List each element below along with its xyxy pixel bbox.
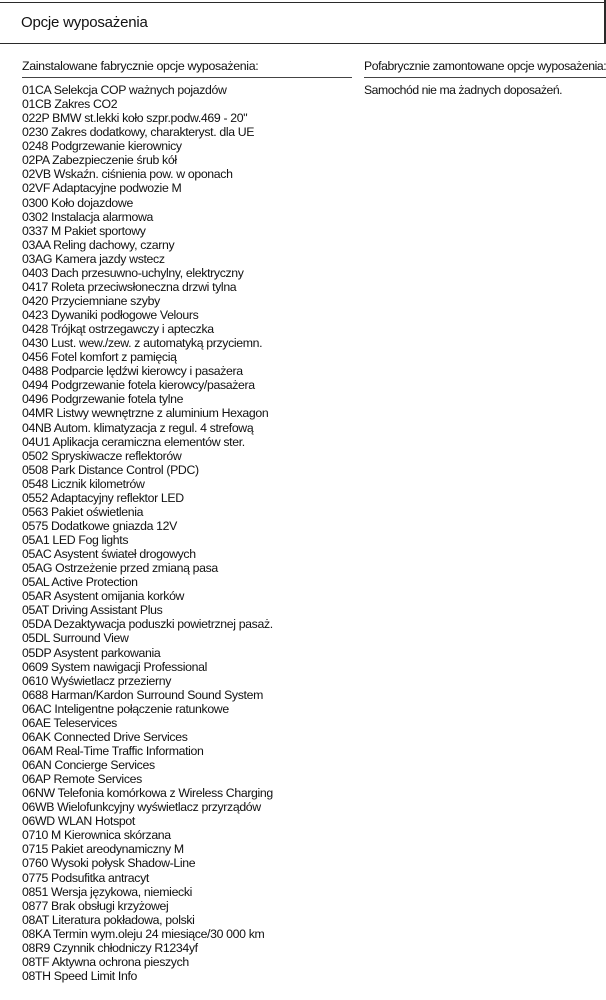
option-list-item: 02VF Adaptacyjne podwozie M [22,181,182,196]
option-list-item: 0715 Pakiet areodynamiczny M [22,842,184,857]
aftermarket-options-note: Samochód nie ma żadnych doposażeń. [364,83,563,97]
option-list-item: 0428 Trójkąt ostrzegawczy i apteczka [22,322,214,337]
option-list-item: 05AL Active Protection [22,575,138,590]
aftermarket-options-column [364,58,606,98]
option-list-item: 0494 Podgrzewanie fotela kierowcy/pasażera [22,378,255,393]
option-list-item: 0710 M Kierownica skórzana [22,828,171,843]
option-list-item: 04MR Listwy wewnętrzne z aluminium Hexagon [22,406,269,421]
option-list-item: 0575 Dodatkowe gniazda 12V [22,518,177,533]
option-list-item: 022P BMW st.lekki koło szpr.podw.469 - 20" [22,111,248,126]
option-list-item: 0302 Instalacja alarmowa [22,209,154,224]
option-list-item: 0403 Dach przesuwno-uchylny, elektryczny [22,265,244,280]
page-title: Opcje wyposażenia [21,14,148,31]
option-list-item: 01CB Zakres CO2 [22,97,118,112]
option-list-item: 0456 Fotel komfort z pamięcią [22,350,177,365]
option-list-item: 04U1 Aplikacja ceramiczna elementów ster. [22,434,245,449]
option-list-item: 0548 Licznik kilometrów [22,476,145,491]
option-list-item: 06AE Teleservices [22,715,117,730]
option-list-item: 05A1 LED Fog lights [22,533,129,547]
option-list-item: 08TF Aktywna ochrona pieszych [22,954,189,969]
option-list-item: 05AG Ostrzeżenie przed zmianą pasa [22,561,218,576]
option-list-item: 0877 Brak obsługi krzyżowej [22,898,169,913]
option-list-item: 0508 Park Distance Control (PDC) [22,462,199,477]
option-list-item: 08TH Speed Limit Info [22,968,138,983]
option-list-item: 01CA Selekcja COP ważnych pojazdów [22,83,227,97]
option-list-item: 0420 Przyciemniane szyby [22,293,160,308]
option-list-item: 06AK Connected Drive Services [22,729,188,744]
option-list-item: 06AN Concierge Services [22,758,155,772]
factory-options-column [22,58,352,983]
option-list-item: 05DL Surround View [22,631,129,646]
option-list-item: 05AT Driving Assistant Plus [22,603,163,618]
option-list-item: 0230 Zakres dodatkowy, charakteryst. dla UE [22,125,255,140]
option-list-item: 04NB Autom. klimatyzacja z regul. 4 strefową [22,420,254,435]
option-list-item: 0775 Podsufitka antracyt [22,870,149,885]
option-list-item: 02PA Zabezpieczenie śrub kół [22,153,177,168]
option-list-item: 0496 Podgrzewanie fotela tylne [22,392,184,407]
option-list-item: 0248 Podgrzewanie kierownicy [22,139,182,154]
option-list-item: 05AC Asystent świateł drogowych [22,547,196,562]
option-list-item: 0688 Harman/Kardon Surround Sound System [22,687,263,702]
option-list-item: 08AT Literatura pokładowa, polski [22,912,195,927]
option-list-item: 03AG Kamera jazdy wstecz [22,251,165,266]
factory-options-heading: Zainstalowane fabrycznie opcje wyposażenia: [22,58,352,78]
option-list-item: 0430 Lust. wew./zew. z automatyką przyciemn. [22,336,263,351]
option-list-item: 0337 M Pakiet sportowy [22,223,146,238]
aftermarket-options-heading: Pofabrycznie zamontowane opcje wyposażenia: [364,58,606,78]
factory-options-list [22,83,352,983]
option-list-item: 0300 Koło dojazdowe [22,195,133,210]
option-list-item: 06NW Telefonia komórkowa z Wireless Charging [22,786,273,801]
option-list-item: 0417 Roleta przeciwsłoneczna drzwi tylna [22,279,237,294]
option-list-item: 06AM Real-Time Traffic Information [22,743,204,758]
option-list-item: 0502 Spryskiwacze reflektorów [22,448,182,463]
option-list-item: 0610 Wyświetlacz przezierny [22,673,171,688]
option-list-item: 02VB Wskaźn. ciśnienia pow. w oponach [22,167,233,182]
option-list-item: 0563 Pakiet oświetlenia [22,504,144,519]
option-list-item: 06AC Inteligentne połączenie ratunkowe [22,701,229,716]
top-border-line [0,2,606,3]
option-list-item: 0609 System nawigacji Professional [22,659,207,674]
option-list-item: 08KA Termin wym.oleju 24 miesiące/30 000 km [22,926,265,941]
option-list-item: 0552 Adaptacyjny reflektor LED [22,490,184,505]
option-list-item: 06WD WLAN Hotspot [22,814,135,829]
option-list-item: 0851 Wersja językowa, niemiecki [22,884,193,899]
option-list-item: 05DP Asystent parkowania [22,645,161,660]
option-list-item: 0760 Wysoki połysk Shadow-Line [22,856,196,871]
option-list-item: 08R9 Czynnik chłodniczy R1234yf [22,940,198,955]
option-list-item: 03AA Reling dachowy, czarny [22,237,175,252]
option-list-item: 06AP Remote Services [22,772,142,787]
option-list-item: 05DA Dezaktywacja poduszki powietrznej pasaż. [22,617,273,632]
option-list-item: 0488 Podparcie lędźwi kierowcy i pasażera [22,364,243,379]
title-divider [0,43,606,44]
option-list-item: 0423 Dywaniki podłogowe Velours [22,308,199,322]
option-list-item: 05AR Asystent omijania korków [22,589,185,604]
option-list-item: 06WB Wielofunkcyjny wyświetlacz przyrządów [22,800,261,815]
